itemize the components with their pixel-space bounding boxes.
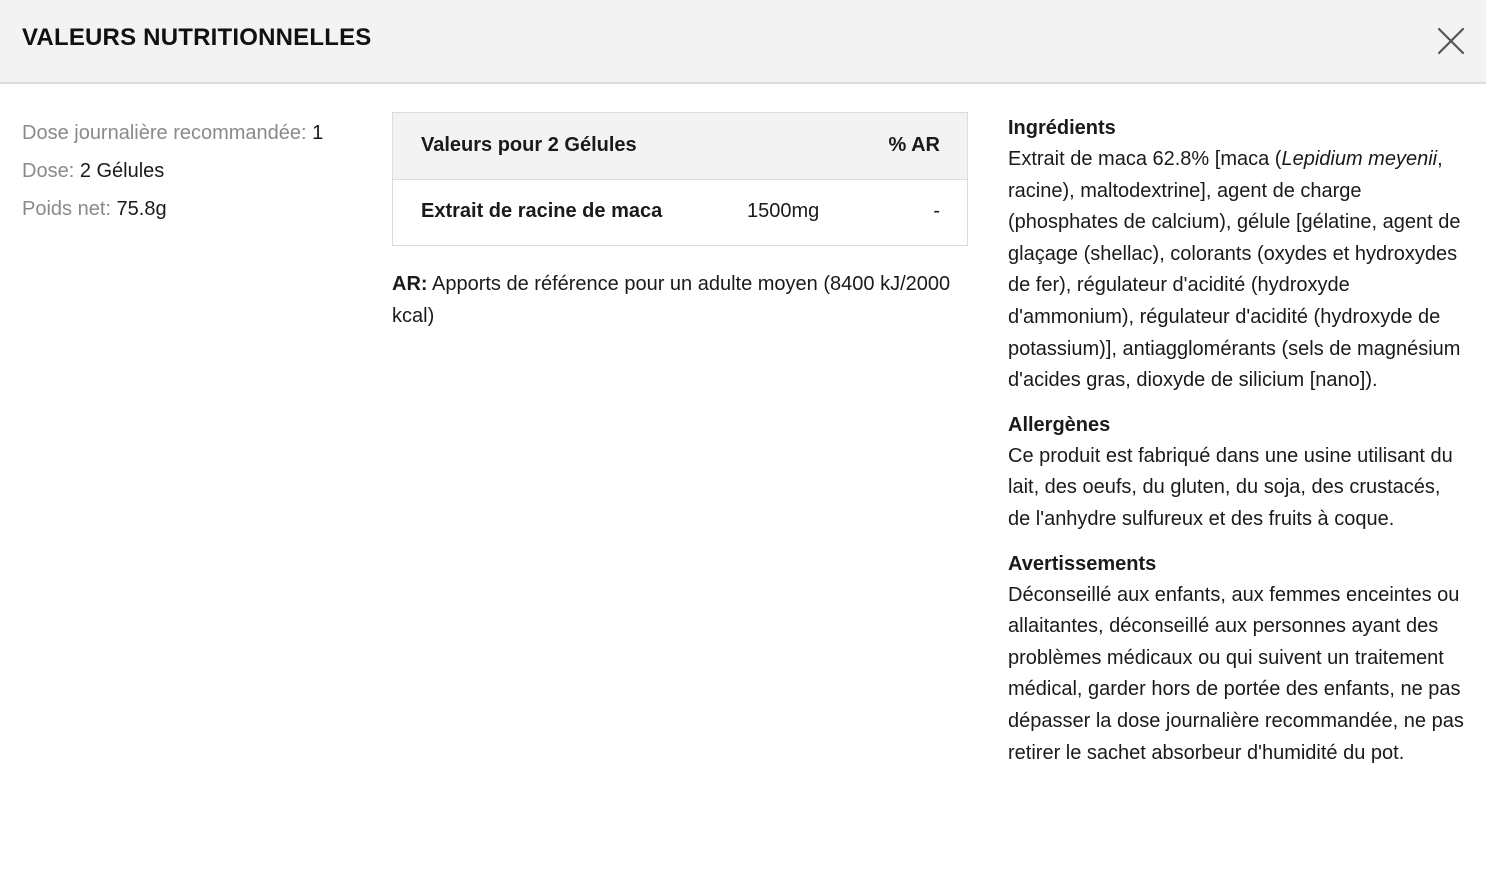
net-weight-row [22,190,372,228]
table-row [393,180,967,245]
ingredient-name-cell: Extrait de racine de maca [421,200,663,222]
nutrition-panel [392,112,968,332]
ingredients-latin-name: Lepidium meyenii [1281,148,1438,170]
daily-dose-row [22,114,372,152]
ar-footnote [392,268,952,332]
nutrition-table [392,112,968,246]
dose-value: 2 Gélules [79,160,165,182]
modal-title: VALEURS NUTRITIONNELLES [22,24,372,51]
net-weight-label: Poids net: [22,198,111,220]
ingredients-text [1008,144,1468,397]
ar-footnote-label: AR: [392,273,428,295]
ar-footnote-text: Apports de référence pour un adulte moyen (8400 kJ/2000 kcal) [392,273,951,327]
dose-label: Dose: [22,160,75,182]
ingredients-text-part1: Extrait de maca 62.8% [maca ( [1008,148,1282,170]
allergens-title: Allergènes [1008,413,1111,436]
net-weight-value: 75.8g [116,198,167,220]
daily-dose-label: Dose journalière recommandée: [22,122,307,144]
modal-header [0,0,1486,84]
ingredient-ar-cell: - [933,200,940,222]
ingredients-text-part2: , racine), maltodextrine], agent de charge (phosphates de calcium), gélule [gélatine, agent de glaçage (shellac), colorants (oxydes et hydroxydes de fer), régulateur d'acidité (hydroxyde d'ammonium), régulateur d'acidité (hydroxyde de potassium)], antiagglomérants (sels de magnésium d'acides gras, dioxyde de silicium [nano]). [1008,148,1461,392]
ingredients-title: Ingrédients [1008,117,1116,139]
ingredient-amount-cell: 1500mg [747,200,820,222]
close-button[interactable] [1432,22,1470,60]
product-details [1008,114,1468,783]
dosage-info [22,114,372,228]
dose-row [22,152,372,190]
warnings-title: Avertissements [1008,552,1157,575]
table-header-values: Valeurs pour 2 Gélules [421,134,637,156]
allergens-text: Ce produit est fabriqué dans une usine utilisant du lait, des oeufs, du gluten, du soja, des crustacés, de l'anhydre sulfureux et des fruits à coque. [1008,444,1453,530]
warnings-text: Déconseillé aux enfants, aux femmes enceintes ou allaitantes, déconseillé aux personnes ayant des problèmes médicaux ou qui suivent un traitement médical, garder hors de portée des enfants, ne pas dépasser la dose journalière recommandée, ne pas retirer le sachet absorbeur d'humidité du pot. [1008,583,1464,764]
daily-dose-value: 1 [312,122,324,144]
close-icon[interactable] [1432,22,1470,60]
table-header-ar: % AR [888,134,940,156]
table-header [393,113,967,180]
